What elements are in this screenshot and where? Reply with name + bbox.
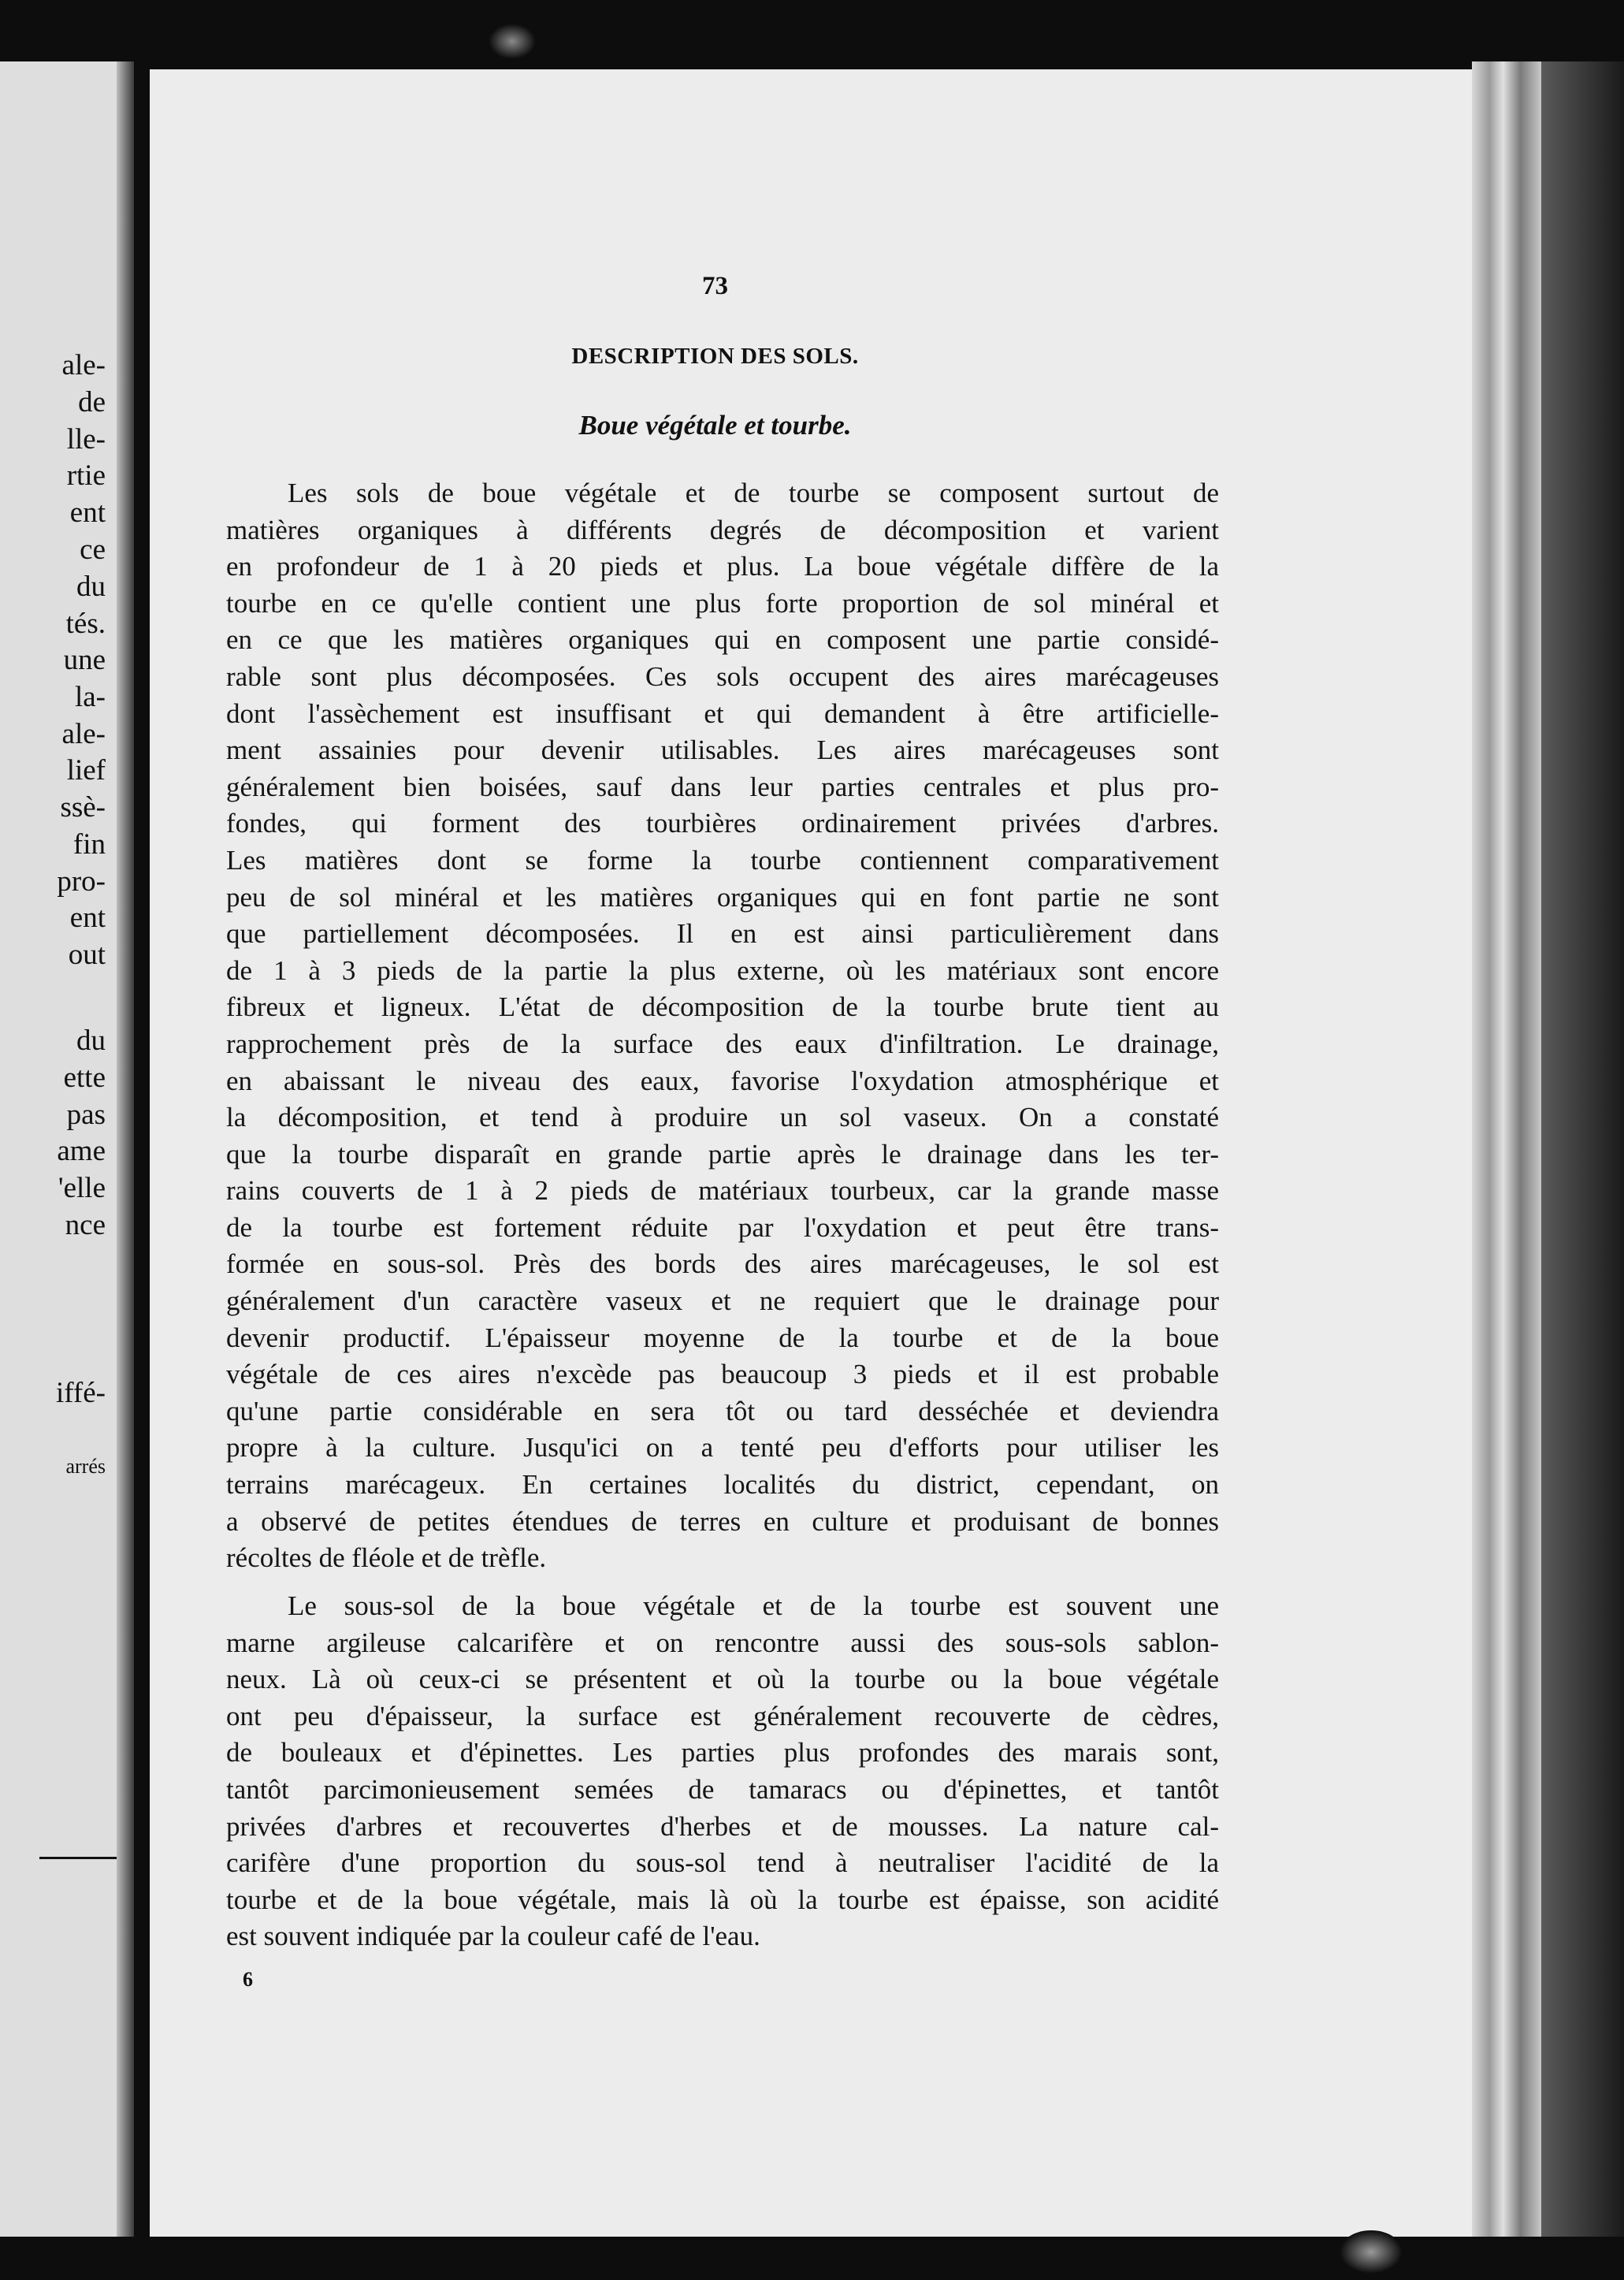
text-line: est souvent indiquée par la couleur café de l'eau. (226, 1921, 760, 1952)
left-page-fragment: iffé- (56, 1377, 106, 1409)
left-page-fragment: lle- (66, 423, 106, 456)
left-page-fragment: une (63, 644, 106, 676)
text-line: la décomposition, et tend à produire un sol vaseux. On a constaté (226, 1102, 1219, 1133)
left-page-fragment: ame (57, 1135, 106, 1167)
left-page-fragment: tés. (65, 608, 106, 640)
left-page-fragment: rtie (66, 459, 106, 492)
left-page-fragment: ent (69, 902, 106, 934)
text-line: ont peu d'épaisseur, la surface est généralement recouverte de cèdres, (226, 1700, 1219, 1731)
text-line: en abaissant le niveau des eaux, favorise l'oxydation atmosphérique et (226, 1065, 1219, 1096)
left-page-fragment: ce (80, 534, 106, 566)
left-page-fragment: ale- (61, 718, 106, 750)
text-line: de 1 à 3 pieds de la partie la plus externe, où les matériaux sont encore (226, 954, 1219, 986)
text-line: rable sont plus décomposées. Ces sols occupent des aires marécageuses (226, 660, 1219, 692)
text-line: rapprochement près de la surface des eaux d'infiltration. Le drainage, (226, 1028, 1219, 1059)
scan-smudge (489, 24, 536, 59)
left-page-fragment: du (76, 1025, 106, 1057)
text-line: généralement d'un caractère vaseux et ne requiert que le drainage pour (226, 1285, 1219, 1317)
text-line: de bouleaux et d'épinettes. Les parties plus profondes des marais sont, (226, 1737, 1219, 1769)
scan-smudge (1340, 2230, 1403, 2274)
left-page-fragment: ale- (61, 349, 106, 381)
book-edge (1541, 61, 1624, 2237)
text-line: rains couverts de 1 à 2 pieds de matériaux tourbeux, car la grande masse (226, 1175, 1219, 1207)
section-title: DESCRIPTION DES SOLS. (571, 344, 859, 369)
left-page-fragment: 'elle (58, 1172, 106, 1204)
subheading: Boue végétale et tourbe. (578, 410, 852, 441)
left-page-gutter (117, 61, 134, 2237)
text-line: matières organiques à différents degrés de décomposition et varient (226, 514, 1219, 545)
left-page-fragment: de (78, 386, 106, 418)
page-number: 73 (702, 272, 728, 300)
text-line: en profondeur de 1 à 20 pieds et plus. La boue végétale diffère de la (226, 551, 1219, 582)
left-page-rule (39, 1857, 118, 1859)
text-line: a observé de petites étendues de terres en culture et produisant de bonnes (226, 1505, 1219, 1537)
text-line: privées d'arbres et recouvertes d'herbes et de mousses. La nature cal- (226, 1810, 1219, 1842)
text-line: qu'une partie considérable en sera tôt ou tard desséchée et deviendra (226, 1395, 1219, 1426)
left-page-fragment: du (76, 571, 106, 603)
left-page-fragment: arrés (65, 1455, 106, 1478)
text-line: peu de sol minéral et les matières organiques qui en font partie ne sont (226, 881, 1219, 913)
text-line: marne argileuse calcarifère et on rencontre aussi des sous-sols sablon- (226, 1627, 1219, 1658)
text-line: fibreux et ligneux. L'état de décomposition de la tourbe brute tient au (226, 991, 1219, 1023)
left-page-fragment: ette (63, 1062, 106, 1094)
text-line: dont l'assèchement est insuffisant et qui demandent à être artificielle- (226, 697, 1219, 729)
left-page-fragment: pas (66, 1099, 106, 1131)
left-page-fragment: la- (74, 681, 106, 713)
text-line: carifère d'une proportion du sous-sol tend à neutraliser l'acidité de la (226, 1847, 1219, 1879)
left-page-fragment: pro- (57, 865, 106, 898)
text-line: neux. Là où ceux-ci se présentent et où la tourbe ou la boue végétale (226, 1664, 1219, 1695)
left-page-fragment: ent (69, 497, 106, 529)
text-line: généralement bien boisées, sauf dans leur parties centrales et plus pro- (226, 771, 1219, 802)
text-line: devenir productif. L'épaisseur moyenne de la tourbe et de la boue (226, 1322, 1219, 1353)
text-line: Le sous-sol de la boue végétale et de la tourbe est souvent une (288, 1590, 1219, 1621)
left-page-fragment: out (68, 939, 106, 971)
paragraph-2 (226, 1588, 1219, 1955)
text-line: que partiellement décomposées. Il en est ainsi particulièrement dans (226, 918, 1219, 950)
text-line: Les sols de boue végétale et de tourbe se composent surtout de (288, 478, 1219, 508)
book-binding (1472, 61, 1541, 2237)
text-line: végétale de ces aires n'excède pas beaucoup 3 pieds et il est probable (226, 1359, 1219, 1390)
text-line: fondes, qui forment des tourbières ordinairement privées d'arbres. (226, 808, 1219, 839)
text-line: ment assainies pour devenir utilisables. Les aires marécageuses sont (226, 735, 1219, 766)
signature-mark: 6 (243, 1968, 253, 1991)
left-page-fragment: lief (66, 754, 106, 787)
text-line: Les matières dont se forme la tourbe contiennent comparativement (226, 844, 1219, 876)
paragraph-1 (226, 475, 1219, 1577)
text-line: que la tourbe disparaît en grande partie après le drainage dans les ter- (226, 1138, 1219, 1170)
text-line: tourbe et de la boue végétale, mais là où la tourbe est épaisse, son acidité (226, 1884, 1219, 1915)
text-line: propre à la culture. Jusqu'ici on a tenté peu d'efforts pour utiliser les (226, 1432, 1219, 1464)
text-line: tourbe en ce qu'elle contient une plus forte proportion de sol minéral et (226, 587, 1219, 619)
text-line: formée en sous-sol. Près des bords des aires marécageuses, le sol est (226, 1248, 1219, 1280)
text-line: récoltes de fléole et de trèfle. (226, 1542, 547, 1574)
text-line: terrains marécageux. En certaines localités du district, cependant, on (226, 1469, 1219, 1501)
text-line: tantôt parcimonieusement semées de tamaracs ou d'épinettes, et tantôt (226, 1773, 1219, 1805)
left-page-fragment: nce (65, 1209, 106, 1241)
left-facing-page (0, 61, 134, 2237)
left-page-fragment: fin (72, 828, 106, 861)
text-line: de la tourbe est fortement réduite par l'oxydation et peut être trans- (226, 1211, 1219, 1243)
text-line: en ce que les matières organiques qui en composent une partie considé- (226, 624, 1219, 656)
left-page-fragment: ssè- (60, 791, 106, 824)
